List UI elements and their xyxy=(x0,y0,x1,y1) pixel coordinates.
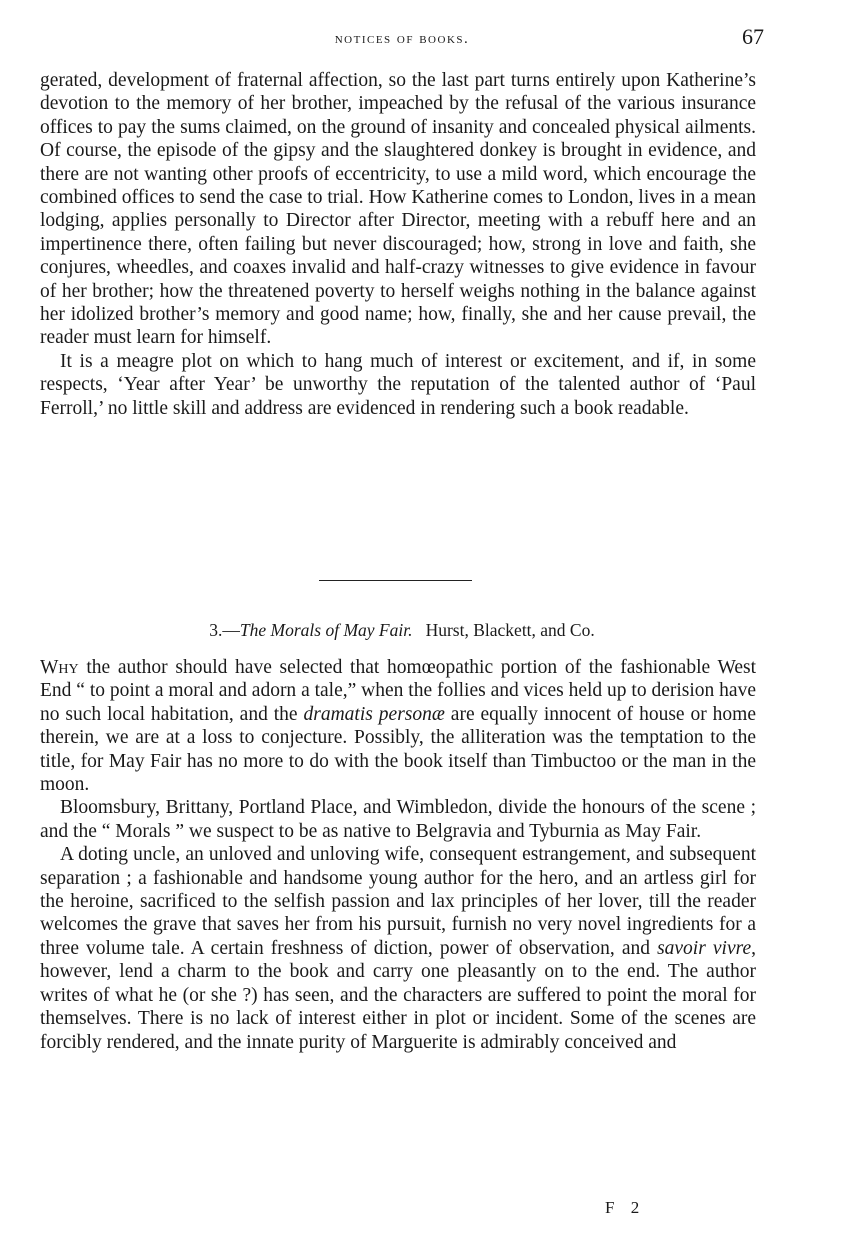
italic-phrase: savoir vivre xyxy=(657,937,752,959)
review-publisher: Hurst, Blackett, and Co. xyxy=(425,620,595,640)
continued-review-text xyxy=(40,69,756,420)
review-text xyxy=(40,656,756,1054)
running-title: notices of books. xyxy=(334,31,470,47)
paragraph-text: the author should have selected that homœopathic portion of the fashionable West End “ to point a moral and adorn a tale,” when the follies and vices held up to derision have no such local habitation, and the xyxy=(40,657,756,725)
running-head xyxy=(40,24,764,54)
paragraph-text: A doting uncle, an unloved and unloving wife, consequent estrangement, and subsequent separation ; a fashionable and handsome young author for the hero, and an artless girl for the heroine, sacrificed to the selfish passion and lax principles of her lover, till the reader welcomes the grave that saves her from his pursuit, furnish no very novel ingredients for a three volume tale. A certain freshness of diction, power of observation, and xyxy=(40,844,756,959)
page-number: 67 xyxy=(742,24,764,49)
review-number: 3.— xyxy=(209,620,240,640)
paragraph xyxy=(40,656,756,796)
paragraph: Bloomsbury, Brittany, Portland Place, and Wimbledon, divide the honours of the scene ; and the “ Morals ” we suspect to be as native to Belgravia and Tyburnia as May Fair. xyxy=(40,797,756,842)
paragraph-lead-word: Why xyxy=(40,657,79,678)
paragraph-text: , however, lend a charm to the book and carry one pleasantly on to the end. The author writes of what he (or she ?) has seen, and the characters are suffered to point the moral for themselves. There is no lack of interest either in plot or incident. Some of the scenes are forcibly rendered, and the innate purity of Marguerite is admirably conceived and xyxy=(40,937,757,1053)
paragraph xyxy=(40,843,756,1054)
signature-mark: F 2 xyxy=(605,1198,646,1217)
paragraph-text: are equally innocent of house or home therein, we are at a loss to conjecture. Possibly, the alliteration was the temptation to the title, for May Fair has no more to do with the book itself than Timbuctoo or the man in the moon. xyxy=(40,703,756,796)
section-divider xyxy=(319,580,472,581)
italic-phrase: dramatis personæ xyxy=(303,703,445,725)
review-heading xyxy=(40,620,764,641)
paragraph: gerated, development of fraternal affection, so the last part turns entirely upon Katherine’s devotion to the memory of her brother, impeached by the refusal of the various insurance offices to pay the sums claimed, on the ground of insanity and concealed physical ailments. Of course, the episode of the gipsy and the slaughtered donkey is brought in evidence, and there are not wanting other proofs of eccentricity, to use a mild word, which encourage the combined offices to send the case to trial. How Katherine comes to London, lives in a mean lodging, applies personally to Director after Director, meeting with a rebuff here and an impertinence there, often failing but never discouraged; how, strong in love and faith, she conjures, wheedles, and coaxes invalid and half-crazy witnesses to give evidence in favour of her brother; how the threatened poverty to herself weighs nothing in the balance against her idolized brother’s memory and good name; how, finally, she and her cause prevail, the reader must learn for himself. xyxy=(40,70,756,349)
paragraph: It is a meagre plot on which to hang much of interest or excitement, and if, in some respects, ‘Year after Year’ be unworthy the reputation of the talented author of ‘Paul Ferroll,’ no little skill and address are evidenced in rendering such a book readable. xyxy=(40,350,756,419)
review-book-title: The Morals of May Fair. xyxy=(239,620,413,640)
